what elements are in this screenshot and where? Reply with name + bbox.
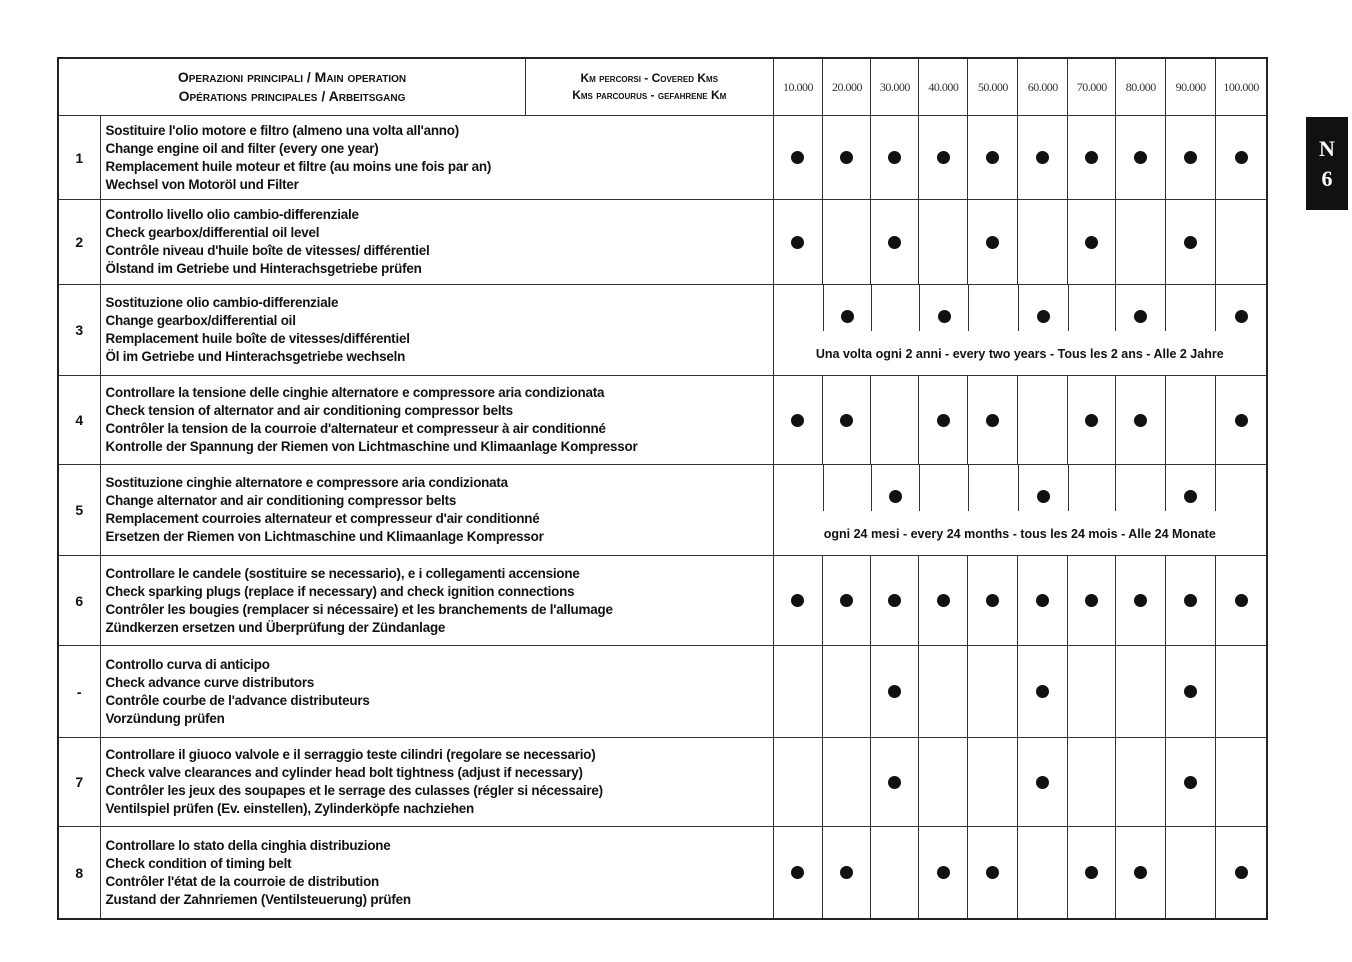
interval-cell [1215, 738, 1266, 826]
interval-cell [918, 646, 967, 737]
check-dot-icon [986, 594, 999, 607]
interval-cell [870, 827, 918, 918]
interval-cell [918, 556, 967, 645]
description-line: Contrôle niveau d'huile boîte de vitesses/ différentiel [105, 243, 430, 258]
interval-cell [918, 827, 967, 918]
interval-cell [1115, 827, 1165, 918]
interval-note: ogni 24 mesi - every 24 months - tous les 24 mois - Alle 24 Monate [823, 527, 1216, 541]
km-column-header: 20.000 [822, 59, 870, 115]
row-number: 6 [58, 556, 100, 646]
interval-cell [1215, 465, 1266, 511]
interval-cell [822, 556, 870, 645]
check-dot-icon [1134, 414, 1147, 427]
interval-cell [967, 200, 1017, 284]
km-column-header: 30.000 [870, 59, 918, 115]
interval-cell [1115, 646, 1165, 737]
operation-header-line2: Opérations principales / Arbeitsgang [178, 88, 406, 104]
interval-cell [1115, 556, 1165, 645]
check-dot-icon [841, 310, 854, 323]
interval-cell [1017, 116, 1067, 199]
operation-header-line1: Operazioni principali / Main operation [177, 69, 407, 85]
check-dot-icon [888, 594, 901, 607]
check-dot-icon [1235, 414, 1248, 427]
interval-cell [1018, 285, 1068, 331]
description-line: Controllare la tensione delle cinghie alternatore e compressore aria condizionata [105, 385, 605, 400]
check-dot-icon [791, 414, 804, 427]
interval-cell [1115, 465, 1165, 511]
operation-description [100, 465, 773, 556]
interval-cell [870, 200, 918, 284]
check-dot-icon [1085, 414, 1098, 427]
table-row [58, 200, 1267, 285]
row-number: 5 [58, 465, 100, 556]
interval-cell [774, 285, 824, 331]
interval-cell [822, 376, 870, 464]
table-header-row [58, 58, 1267, 116]
description-line: Check tension of alternator and air conditioning compressor belts [105, 403, 513, 418]
interval-cell [871, 465, 919, 511]
description-line: Zustand der Zahnriemen (Ventilsteuerung) prüfen [105, 891, 411, 907]
interval-cell [1068, 285, 1116, 331]
operation-description [100, 556, 773, 646]
operation-description [100, 376, 773, 465]
check-dot-icon [1085, 151, 1098, 164]
interval-cells [773, 827, 1267, 920]
interval-cell [774, 376, 823, 464]
interval-cell [967, 556, 1017, 645]
km-column-header: 10.000 [782, 79, 813, 94]
interval-cell [1017, 200, 1067, 284]
interval-cells [773, 465, 1267, 556]
description-line: Check sparking plugs (replace if necessary) and check ignition connections [105, 583, 575, 599]
interval-cell [1165, 285, 1215, 331]
row-number: 1 [58, 116, 100, 200]
interval-cell [967, 116, 1017, 199]
interval-cell [1115, 738, 1165, 826]
check-dot-icon [937, 594, 950, 607]
check-dot-icon [1037, 490, 1050, 503]
description-line: Wechsel von Motoröl und Filter [105, 176, 299, 192]
km-column-header: 90.000 [1165, 59, 1215, 115]
description-line: Ventilspiel prüfen (Ev. einstellen), Zylinderköpfe nachziehen [105, 801, 475, 816]
interval-cell [1017, 827, 1067, 918]
interval-cell [1165, 646, 1215, 737]
interval-cell [1165, 556, 1215, 645]
description-line: Change alternator and air conditioning compressor belts [105, 493, 457, 508]
row-number: - [58, 646, 100, 738]
description-line: Check gearbox/differential oil level [105, 225, 320, 240]
interval-cell [1165, 200, 1215, 284]
check-dot-icon [1037, 310, 1050, 323]
check-dot-icon [1134, 151, 1147, 164]
check-dot-icon [1184, 490, 1197, 503]
check-dot-icon [1235, 594, 1248, 607]
table-row [58, 646, 1267, 738]
maintenance-schedule-table [57, 57, 1268, 920]
description-line: Controllo livello olio cambio-differenziale [105, 207, 359, 222]
check-dot-icon [1134, 594, 1147, 607]
interval-cell [870, 376, 918, 464]
check-dot-icon [1085, 594, 1098, 607]
interval-note: Una volta ogni 2 anni - every two years - Tous les 2 ans - Alle 2 Jahre [815, 347, 1224, 361]
interval-cell [918, 738, 967, 826]
check-dot-icon [840, 151, 853, 164]
interval-cell [822, 827, 870, 918]
table-row [58, 738, 1267, 827]
operation-description [100, 285, 773, 376]
km-column-header: 80.000 [1115, 59, 1165, 115]
check-dot-icon [937, 866, 950, 879]
check-dot-icon [1184, 685, 1197, 698]
km-column-header: 40.000 [918, 59, 967, 115]
description-line: Sostituzione olio cambio-differenziale [105, 295, 339, 310]
km-column-header: 100.000 [1215, 59, 1266, 115]
description-line: Contrôler la tension de la courroie d'alternateur et compresseur à air conditionné [105, 421, 606, 436]
interval-cell [967, 738, 1017, 826]
interval-cell [967, 376, 1017, 464]
interval-cell [1067, 738, 1115, 826]
check-dot-icon [888, 151, 901, 164]
km-column-header: 60.000 [1017, 59, 1067, 115]
check-dot-icon [1235, 151, 1248, 164]
check-dot-icon [1134, 866, 1147, 879]
interval-cell [774, 738, 823, 826]
interval-cell [1115, 200, 1165, 284]
interval-cell [1067, 646, 1115, 737]
check-dot-icon [791, 236, 804, 249]
km-column-header: 70.000 [1067, 59, 1115, 115]
description-line: Check valve clearances and cylinder head bolt tightness (adjust if necessary) [105, 765, 583, 780]
interval-cells [773, 376, 1267, 465]
interval-cell [823, 465, 871, 511]
check-dot-icon [1036, 151, 1049, 164]
interval-cell [774, 465, 824, 511]
interval-cell [1018, 465, 1068, 511]
description-line: Ölstand im Getriebe und Hinterachsgetriebe prüfen [105, 261, 422, 276]
check-dot-icon [791, 866, 804, 879]
row-number: 4 [58, 376, 100, 465]
check-dot-icon [888, 685, 901, 698]
interval-cell [1017, 376, 1067, 464]
interval-cells [773, 646, 1267, 738]
description-line: Kontrolle der Spannung der Riemen von Lichtmaschine und Klimaanlage Kompressor [105, 439, 638, 454]
description-line: Contrôler les jeux des soupapes et le serrage des culasses (régler si nécessaire) [105, 783, 603, 798]
table-row [58, 556, 1267, 646]
interval-cell [774, 116, 823, 199]
interval-cell [1017, 646, 1067, 737]
check-dot-icon [840, 414, 853, 427]
section-tab [1306, 117, 1348, 210]
description-line: Contrôle courbe de l'advance distributeurs [105, 692, 370, 708]
description-line: Sostituire l'olio motore e filtro (almeno una volta all'anno) [105, 122, 460, 138]
check-dot-icon [937, 414, 950, 427]
check-dot-icon [1184, 236, 1197, 249]
operation-description [100, 646, 773, 738]
interval-cell [1115, 285, 1165, 331]
row-number: 2 [58, 200, 100, 285]
interval-cell [968, 285, 1018, 331]
interval-cell [968, 465, 1018, 511]
check-dot-icon [1036, 685, 1049, 698]
description-line: Check advance curve distributors [105, 674, 315, 690]
description-line: Change engine oil and filter (every one year) [105, 140, 379, 156]
table-row [58, 376, 1267, 465]
check-dot-icon [938, 310, 951, 323]
description-line: Öl im Getriebe und Hinterachsgetriebe wechseln [105, 349, 406, 364]
interval-cell [1017, 556, 1067, 645]
description-line: Contrôler l'état de la courroie de distribution [105, 873, 380, 889]
operation-description [100, 200, 773, 285]
interval-cell [1067, 556, 1115, 645]
km-header-line1: Km percorsi - Covered Kms [580, 71, 719, 85]
check-dot-icon [1085, 236, 1098, 249]
interval-cell [774, 556, 823, 645]
check-dot-icon [937, 151, 950, 164]
interval-cell [822, 738, 870, 826]
km-header [526, 59, 773, 115]
interval-cell [918, 376, 967, 464]
description-line: Controllo curva di anticipo [105, 656, 270, 672]
check-dot-icon [888, 236, 901, 249]
interval-cell [1067, 376, 1115, 464]
row-number: 8 [58, 827, 100, 920]
interval-cell [1215, 827, 1266, 918]
interval-cells [773, 200, 1267, 285]
interval-cells [773, 116, 1267, 200]
check-dot-icon [1036, 594, 1049, 607]
check-dot-icon [1085, 866, 1098, 879]
interval-cell [823, 285, 871, 331]
table-row [58, 827, 1267, 920]
section-letter: N [1319, 135, 1335, 161]
description-line: Contrôler les bougies (remplacer si nécessaire) et les branchements de l'allumage [105, 601, 613, 617]
interval-cells [773, 556, 1267, 646]
km-column-header: 50.000 [967, 59, 1017, 115]
interval-cell [822, 116, 870, 199]
interval-cell [1165, 116, 1215, 199]
description-line: Vorzündung prüfen [105, 710, 225, 726]
check-dot-icon [986, 414, 999, 427]
check-dot-icon [986, 236, 999, 249]
interval-cell [870, 556, 918, 645]
interval-cell [918, 116, 967, 199]
interval-cell [1067, 116, 1115, 199]
interval-cell [919, 465, 968, 511]
operation-description [100, 116, 773, 200]
interval-cell [870, 738, 918, 826]
interval-cell [774, 200, 823, 284]
section-number: 6 [1321, 165, 1333, 191]
check-dot-icon [1235, 866, 1248, 879]
interval-cell [1215, 376, 1266, 464]
check-dot-icon [840, 594, 853, 607]
check-dot-icon [986, 866, 999, 879]
check-dot-icon [1134, 310, 1147, 323]
interval-cell [822, 200, 870, 284]
interval-cell [822, 646, 870, 737]
check-dot-icon [1184, 594, 1197, 607]
check-dot-icon [1036, 776, 1049, 789]
check-dot-icon [986, 151, 999, 164]
interval-cell [774, 827, 823, 918]
description-line: Remplacement huile boîte de vitesses/différentiel [105, 331, 410, 346]
interval-cell [774, 646, 823, 737]
interval-cell [1165, 465, 1215, 511]
interval-cells [773, 285, 1267, 376]
operation-header [59, 59, 526, 115]
table-row [58, 465, 1267, 556]
interval-cell [967, 646, 1017, 737]
operation-description [100, 827, 773, 920]
operation-description [100, 738, 773, 827]
description-line: Controllare le candele (sostituire se necessario), e i collegamenti accensione [105, 565, 580, 581]
table-row [58, 285, 1267, 376]
interval-cell [1215, 285, 1266, 331]
check-dot-icon [791, 151, 804, 164]
interval-cells [773, 738, 1267, 827]
interval-cell [1165, 376, 1215, 464]
check-dot-icon [1235, 310, 1248, 323]
description-line: Ersetzen der Riemen von Lichtmaschine und Klimaanlage Kompressor [105, 529, 544, 544]
interval-cell [871, 285, 919, 331]
row-number: 3 [58, 285, 100, 376]
check-dot-icon [791, 594, 804, 607]
description-line: Sostituzione cinghie alternatore e compressore aria condizionata [105, 475, 508, 490]
interval-cell [1215, 556, 1266, 645]
interval-cell [1068, 465, 1116, 511]
description-line: Controllare lo stato della cinghia distribuzione [105, 837, 391, 853]
interval-cell [870, 646, 918, 737]
description-line: Remplacement huile moteur et filtre (au moins une fois par an) [105, 158, 492, 174]
interval-cell [1215, 200, 1266, 284]
description-line: Remplacement courroies alternateur et compresseur d'air conditionné [105, 511, 540, 526]
interval-cell [1115, 376, 1165, 464]
description-line: Change gearbox/differential oil [105, 313, 296, 328]
interval-cell [919, 285, 968, 331]
check-dot-icon [840, 866, 853, 879]
check-dot-icon [1184, 776, 1197, 789]
row-number: 7 [58, 738, 100, 827]
description-line: Zündkerzen ersetzen und Überprüfung der Zündanlage [105, 619, 446, 635]
interval-cell [1067, 200, 1115, 284]
interval-cell [1115, 116, 1165, 199]
interval-cell [967, 827, 1017, 918]
check-dot-icon [889, 490, 902, 503]
interval-cell [1215, 116, 1266, 199]
interval-cell [918, 200, 967, 284]
interval-cell [1165, 827, 1215, 918]
interval-cell [870, 116, 918, 199]
interval-cell [1067, 827, 1115, 918]
interval-cell [1215, 646, 1266, 737]
interval-cell [1165, 738, 1215, 826]
km-header-line2: Kms parcourus - gefahrene Km [572, 88, 727, 102]
description-line: Controllare il giuoco valvole e il serraggio teste cilindri (regolare se necessario) [105, 747, 596, 762]
check-dot-icon [1184, 151, 1197, 164]
check-dot-icon [888, 776, 901, 789]
interval-cell [1017, 738, 1067, 826]
description-line: Check condition of timing belt [105, 855, 292, 871]
table-row [58, 116, 1267, 200]
